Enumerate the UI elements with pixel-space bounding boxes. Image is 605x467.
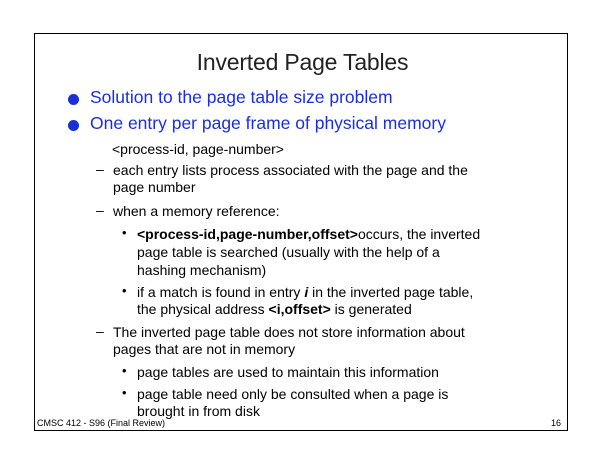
sub-2-line-2 (137, 300, 412, 319)
sub-3-text: page tables are used to maintain this information (137, 364, 439, 380)
bullet-1-text: Solution to the page table size problem (90, 87, 393, 107)
sub-1-line-2: page table is searched (usually with the help of a (137, 244, 440, 260)
sub-2-i: i (304, 284, 309, 300)
dash-3-line-2: pages that are not in memory (113, 341, 296, 357)
sub-2-line2-bold: <i,offset> (268, 301, 331, 317)
tuple-text: <process-id, page-number> (112, 141, 284, 157)
dash-1-line-2: page number (113, 179, 196, 195)
bullet-1-dot (68, 94, 79, 105)
sub-4-marker: • (122, 385, 127, 400)
dash-2-marker: – (96, 202, 104, 218)
sub-4-line-1: page table need only be consulted when a page is (137, 386, 449, 402)
sub-2-marker: • (122, 283, 127, 298)
sub-1-line-3: hashing mechanism) (137, 262, 267, 278)
sub-3-marker: • (122, 363, 127, 378)
sub-2-post: in the inverted page table, (308, 284, 474, 300)
sub-2-pre: if a match is found in entry (137, 284, 305, 300)
bullet-2-dot (68, 120, 79, 131)
sub-2-line2-pre: the physical address (137, 301, 269, 317)
sub-4-line-2: brought in from disk (137, 403, 260, 419)
page-number: 16 (551, 418, 562, 428)
dash-3-line-1: The inverted page table does not store information about (113, 324, 465, 340)
sub-1-marker: • (122, 225, 127, 240)
sub-1-rest: occurs, the inverted (357, 226, 481, 242)
bullet-2-text: One entry per page frame of physical memory (90, 113, 446, 133)
sub-1-bold: <process-id,page-number,offset> (137, 226, 358, 242)
dash-2-text: when a memory reference: (113, 203, 280, 219)
sub-1-line-1 (137, 225, 480, 244)
slide-title: Inverted Page Tables (196, 49, 409, 75)
footer-text: CMSC 412 - S96 (Final Review) (37, 418, 166, 428)
dash-3-marker: – (96, 323, 104, 339)
dash-1-line-1: each entry lists process associated with the page and the (113, 162, 468, 178)
dash-1-marker: – (96, 161, 104, 177)
sub-2-line2-post: is generated (330, 301, 412, 317)
